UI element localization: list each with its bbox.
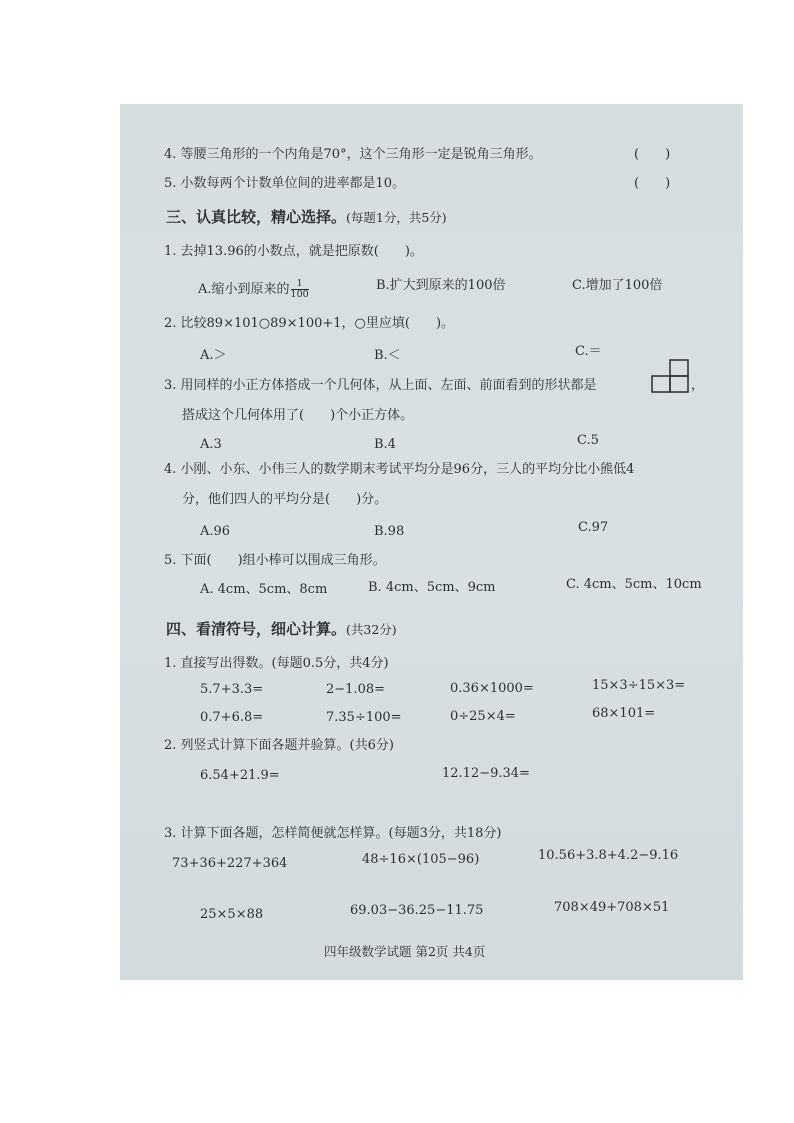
judge-q4-answer-blank[interactable]: ( ) [634, 147, 671, 162]
section4-note: (共32分) [346, 622, 397, 637]
s4-p3-expr: 73+36+227+364 [172, 856, 288, 871]
s4-part3-title: 3. 计算下面各题，怎样简便就怎样算。(每题3分，共18分) [164, 826, 502, 841]
judge-q5: 5. 小数每两个计数单位间的进率都是10。 [164, 176, 406, 191]
s4-part1-title: 1. 直接写出得数。(每题0.5分，共4分) [164, 656, 389, 671]
three-square-shape-icon [650, 359, 690, 393]
s4-p2-expr: 12.12−9.34= [442, 766, 530, 781]
s4-p1-expr: 0.36×1000= [450, 681, 534, 696]
s4-p1-expr: 0.7+6.8= [200, 710, 264, 725]
exam-sheet [120, 104, 743, 980]
s4-p1-expr: 0÷25×4= [450, 709, 516, 724]
s3-q3-option-c[interactable]: C.5 [577, 433, 599, 448]
s3-q3-stem: 3. 用同样的小正方体搭成一个几何体，从上面、左面、前面看到的形状都是 [164, 378, 597, 393]
s3-q3-stem-end: ， [691, 378, 705, 393]
section3-title: 三、认真比较，精心选择。(每题1分，共5分) [166, 208, 447, 226]
fraction: $\frac{1}{100}$ [290, 278, 309, 300]
section3-note: (每题1分，共5分) [346, 210, 447, 225]
s3-q2-option-a[interactable]: A.＞ [200, 348, 227, 363]
s3-q3-option-b[interactable]: B.4 [374, 437, 396, 452]
s3-q4-option-c[interactable]: C.97 [578, 520, 609, 535]
s4-p3-expr: 48÷16×(105−96) [362, 852, 480, 867]
s3-q1-option-b[interactable]: B.扩大到原来的100倍 [376, 278, 506, 293]
s4-p3-expr: 10.56+3.8+4.2−9.16 [538, 848, 679, 863]
s3-q2-option-b[interactable]: B.＜ [374, 348, 401, 363]
judge-q4: 4. 等腰三角形的一个内角是70°，这个三角形一定是锐角三角形。 [164, 147, 542, 162]
s3-q2-stem: 2. 比较89×101○89×100+1，○里应填( )。 [164, 316, 455, 331]
s4-part2-title: 2. 列竖式计算下面各题并验算。(共6分) [164, 738, 394, 753]
s4-p2-expr: 6.54+21.9= [200, 768, 280, 783]
s4-p1-expr: 2−1.08= [326, 682, 386, 697]
s4-p3-expr: 708×49+708×51 [554, 900, 670, 915]
s4-p3-expr: 25×5×88 [200, 907, 264, 922]
s3-q3-option-a[interactable]: A.3 [200, 437, 222, 452]
s3-q5-option-a[interactable]: A. 4cm、5cm、8cm [200, 582, 328, 597]
s4-p3-expr: 69.03−36.25−11.75 [350, 903, 484, 918]
s3-q3-stem2: 搭成这个几何体用了( )个小正方体。 [182, 408, 414, 423]
section4-title: 四、看清符号，细心计算。(共32分) [166, 620, 397, 638]
s3-q1-option-a[interactable]: A.缩小到原来的 $\frac{1}{100}$ [198, 278, 309, 300]
s3-q4-option-a[interactable]: A.96 [200, 524, 231, 539]
s3-q1-stem: 1. 去掉13.96的小数点，就是把原数( )。 [164, 244, 423, 259]
s3-q5-option-c[interactable]: C. 4cm、5cm、10cm [566, 577, 702, 592]
s3-q4-stem2: 分，他们四人的平均分是( )分。 [182, 492, 388, 507]
s3-q1-option-c[interactable]: C.增加了100倍 [572, 278, 663, 293]
s3-q2-option-c[interactable]: C.＝ [575, 344, 602, 359]
page-footer: 四年级数学试题 第2页 共4页 [324, 944, 486, 959]
s3-q4-stem: 4. 小刚、小东、小伟三人的数学期末考试平均分是96分，三人的平均分比小熊低4 [164, 462, 635, 477]
s4-p1-expr: 68×101= [592, 706, 656, 721]
s3-q5-stem: 5. 下面( )组小棒可以围成三角形。 [164, 553, 386, 568]
s4-p1-expr: 5.7+3.3= [200, 682, 264, 697]
s3-q4-option-b[interactable]: B.98 [374, 524, 405, 539]
s4-p1-expr: 15×3÷15×3= [592, 678, 686, 693]
s4-p1-expr: 7.35÷100= [326, 710, 402, 725]
s3-q5-option-b[interactable]: B. 4cm、5cm、9cm [368, 580, 496, 595]
judge-q5-answer-blank[interactable]: ( ) [634, 176, 671, 191]
